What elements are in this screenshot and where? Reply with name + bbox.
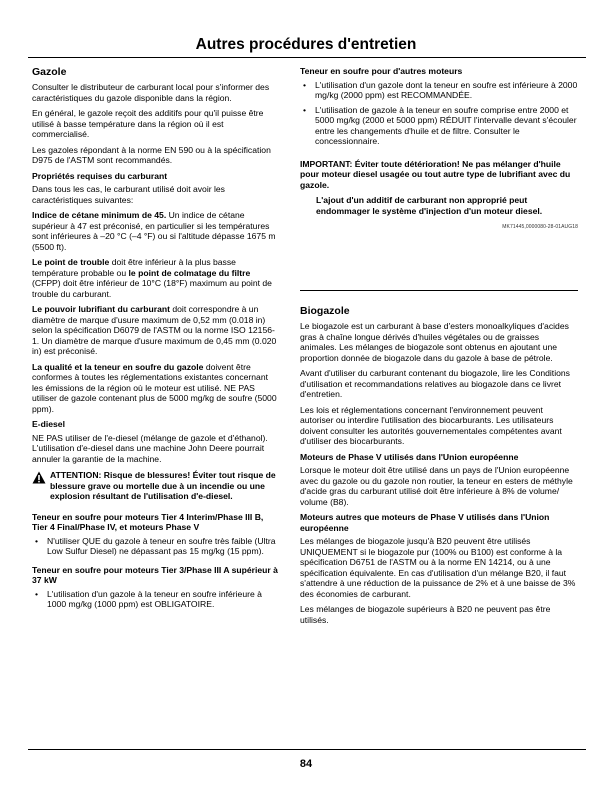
- bold-inline: le point de colmatage du filtre: [128, 267, 251, 278]
- paragraph-text: doit correspondre à un diamètre de marque d'usure maximum de 0,52 mm (0.018 in) selon la spécification D6079 de l'ASTM ou la norme ISO 12156-1. Un diamètre de marque d'usure maximum de 0,45 mm (0.020 in) est préconisé.: [32, 304, 277, 356]
- list-item: [300, 105, 578, 147]
- paragraph: Les lois et réglementations concernant l'environnement peuvent autoriser ou interdire l'utilisation des biocarburants. Les utilisateurs doivent consulter les autorités gouvernementales compétentes avant d'utiliser des biocarburants.: [300, 404, 562, 446]
- list-item: [300, 80, 578, 101]
- bullet-icon: •: [303, 104, 307, 115]
- list-item: [32, 536, 278, 557]
- bullet-icon: •: [303, 79, 307, 90]
- page-title: Autres procédures d'entretien: [195, 36, 417, 53]
- section-heading-biogazole: Biogazole: [300, 305, 350, 317]
- paragraph: Les mélanges de biogazole supérieurs à B20 ne peuvent pas être utilisés.: [300, 604, 551, 625]
- paragraph-cloud-point: [32, 257, 278, 299]
- bullet-list: [300, 80, 578, 147]
- list-item-text: L'utilisation de gazole à la teneur en soufre comprise entre 2000 et 5000 mg/kg (2000 et 5000 ppm) RÉDUIT l'intervalle devant s'écouler entre les changements d'huile et de filtre. Consulter le concessionnaire.: [315, 104, 577, 146]
- important-text: IMPORTANT: Éviter toute détérioration! Ne pas mélanger d'huile pour moteur diesel usagée ou tout autre type de lubrifiant avec du gazole.: [300, 158, 571, 190]
- paragraph: Avant d'utiliser du carburant contenant du biogazole, lire les Conditions d'utilisation et recommandations relatives au biogazole dans ce livret d'entretien.: [300, 368, 570, 399]
- bold-lead: Le pouvoir lubrifiant du carburant: [32, 304, 170, 314]
- bold-lead: Indice de cétane minimum de 45.: [32, 210, 167, 220]
- right-column: [300, 66, 578, 233]
- paragraph: En général, le gazole reçoit des additifs pour qu'il puisse être utilisé à basse température dans la région où il est commercialisé.: [32, 108, 264, 139]
- list-item-text: N'utiliser QUE du gazole à teneur en soufre très faible (Ultra Low Sulfur Diesel) ne dépassant pas 15 mg/kg (15 ppm).: [47, 535, 276, 556]
- list-item-text: L'utilisation d'un gazole à la teneur en soufre inférieure à 1000 mg/kg (1000 ppm) est OBLIGATOIRE.: [47, 588, 262, 609]
- subheading-non-phase-v: Moteurs autres que moteurs de Phase V utilisés dans l'Union européenne: [300, 512, 550, 533]
- page-number: 84: [299, 758, 313, 770]
- right-column-biogazole: [300, 305, 578, 630]
- paragraph: Les gazoles répondant à la norme EN 590 ou à la spécification D975 de l'ASTM sont recommandés.: [32, 144, 271, 165]
- warning-block: [32, 470, 278, 502]
- list-item-text: L'utilisation d'un gazole dont la teneur en soufre est inférieure à 2000 mg/kg (2000 ppm) est RECOMMANDÉE.: [315, 79, 578, 100]
- paragraph-text: Un indice de cétane supérieur à 47 est préconisé, en particulier si les températures sont inférieures à –20 °C (–4 °F) ou si l'altitude dépasse 1675 m (5500 ft).: [32, 210, 276, 252]
- footer-rule: [28, 749, 586, 750]
- bold-lead: Le point de trouble: [32, 257, 110, 267]
- paragraph: NE PAS utiliser de l'e-diesel (mélange de gazole et d'éthanol). L'utilisation d'e-diesel dans une machine John Deere pourrait annuler la garantie de la machine.: [32, 432, 268, 464]
- section-divider: [300, 290, 578, 291]
- warning-text: ATTENTION: Risque de blessures! Éviter tout risque de blessure grave ou mortelle due à un incendie ou une explosion résultant de l'utilisation d'e-diesel.: [50, 470, 276, 501]
- bullet-icon: •: [35, 535, 39, 546]
- document-code: MK71445,0000080-28-01AUG18: [502, 224, 578, 230]
- bullet-list: [32, 589, 278, 610]
- paragraph-text: (CFPP) doit être inférieur de 10°C (18°F) maximum au point de trouble du carburant.: [32, 278, 272, 299]
- paragraph-text: doit être inférieur à la plus basse température probable ou: [32, 257, 236, 278]
- paragraph-sulfur: [32, 362, 278, 415]
- subheading-other-engines: Teneur en soufre pour d'autres moteurs: [300, 66, 463, 76]
- subheading-tier3: Teneur en soufre pour moteurs Tier 3/Phase III A supérieur à 37 kW: [32, 564, 278, 585]
- paragraph-text: doivent être conformes à toutes les réglementations existantes concernant les émissions de la région où le moteur est utilisé. NE PAS utiliser de gazole contenant plus de 5000 mg/kg de soufre (5000 ppm).: [32, 361, 277, 414]
- paragraph: Lorsque le moteur doit être utilisé dans un pays de l'Union européenne avec du gazole ou du gazole non routier, la teneur en esters de méthyle d'acide gras du carburant utilisé doit être inférieure à 8% de volume/ volume (B8).: [300, 465, 573, 507]
- paragraph: Dans tous les cas, le carburant utilisé doit avoir les caractéristiques suivantes:: [32, 184, 225, 205]
- subheading-ediesel: E-diesel: [32, 419, 65, 429]
- paragraph-cetane: [32, 210, 278, 252]
- section-heading-gazole: Gazole: [32, 66, 67, 78]
- paragraph-lubricity: [32, 304, 278, 357]
- bullet-icon: •: [35, 588, 39, 599]
- bullet-list: [32, 536, 278, 557]
- paragraph: Les mélanges de biogazole jusqu'à B20 peuvent être utilisés UNIQUEMENT si le biogazole pur (100% ou B100) est conforme à la spécification D6751 de l'ASTM ou à la norme EN 14214, ou à une spécification équivalente. En cas d'utilisation d'un mélange B20, il faut s'attendre à une réduction de la puissance de 2% et à une baisse de 3% des économies de carburant.: [300, 536, 576, 599]
- important-text: L'ajout d'un additif de carburant non approprié peut endommager le système d'injection d'un moteur diesel.: [316, 195, 543, 216]
- paragraph: Consulter le distributeur de carburant local pour s'informer des caractéristiques du gazole disponible dans la région.: [32, 82, 270, 103]
- warning-icon: [32, 471, 46, 484]
- subheading-phase-v: Moteurs de Phase V utilisés dans l'Union européenne: [300, 451, 519, 462]
- subheading-properties: Propriétés requises du carburant: [32, 170, 168, 181]
- header-rule: [28, 57, 586, 58]
- paragraph: Le biogazole est un carburant à base d'esters monoalkyliques d'acides gras à chaîne longue dérivés d'huiles végétales ou de graisses animales. Les mélanges de biogazole sont obtenus en ajoutant une proportion donnée de biogazole dans du gazole à base de pétrole.: [300, 321, 569, 363]
- important-notice: [300, 159, 578, 217]
- subheading-tier4: Teneur en soufre pour moteurs Tier 4 Interim/Phase III B, Tier 4 Final/Phase IV, et moteurs Phase V: [32, 511, 264, 532]
- list-item: [32, 589, 278, 610]
- left-column: [32, 66, 278, 616]
- bold-lead: La qualité et la teneur en soufre du gazole: [32, 361, 204, 372]
